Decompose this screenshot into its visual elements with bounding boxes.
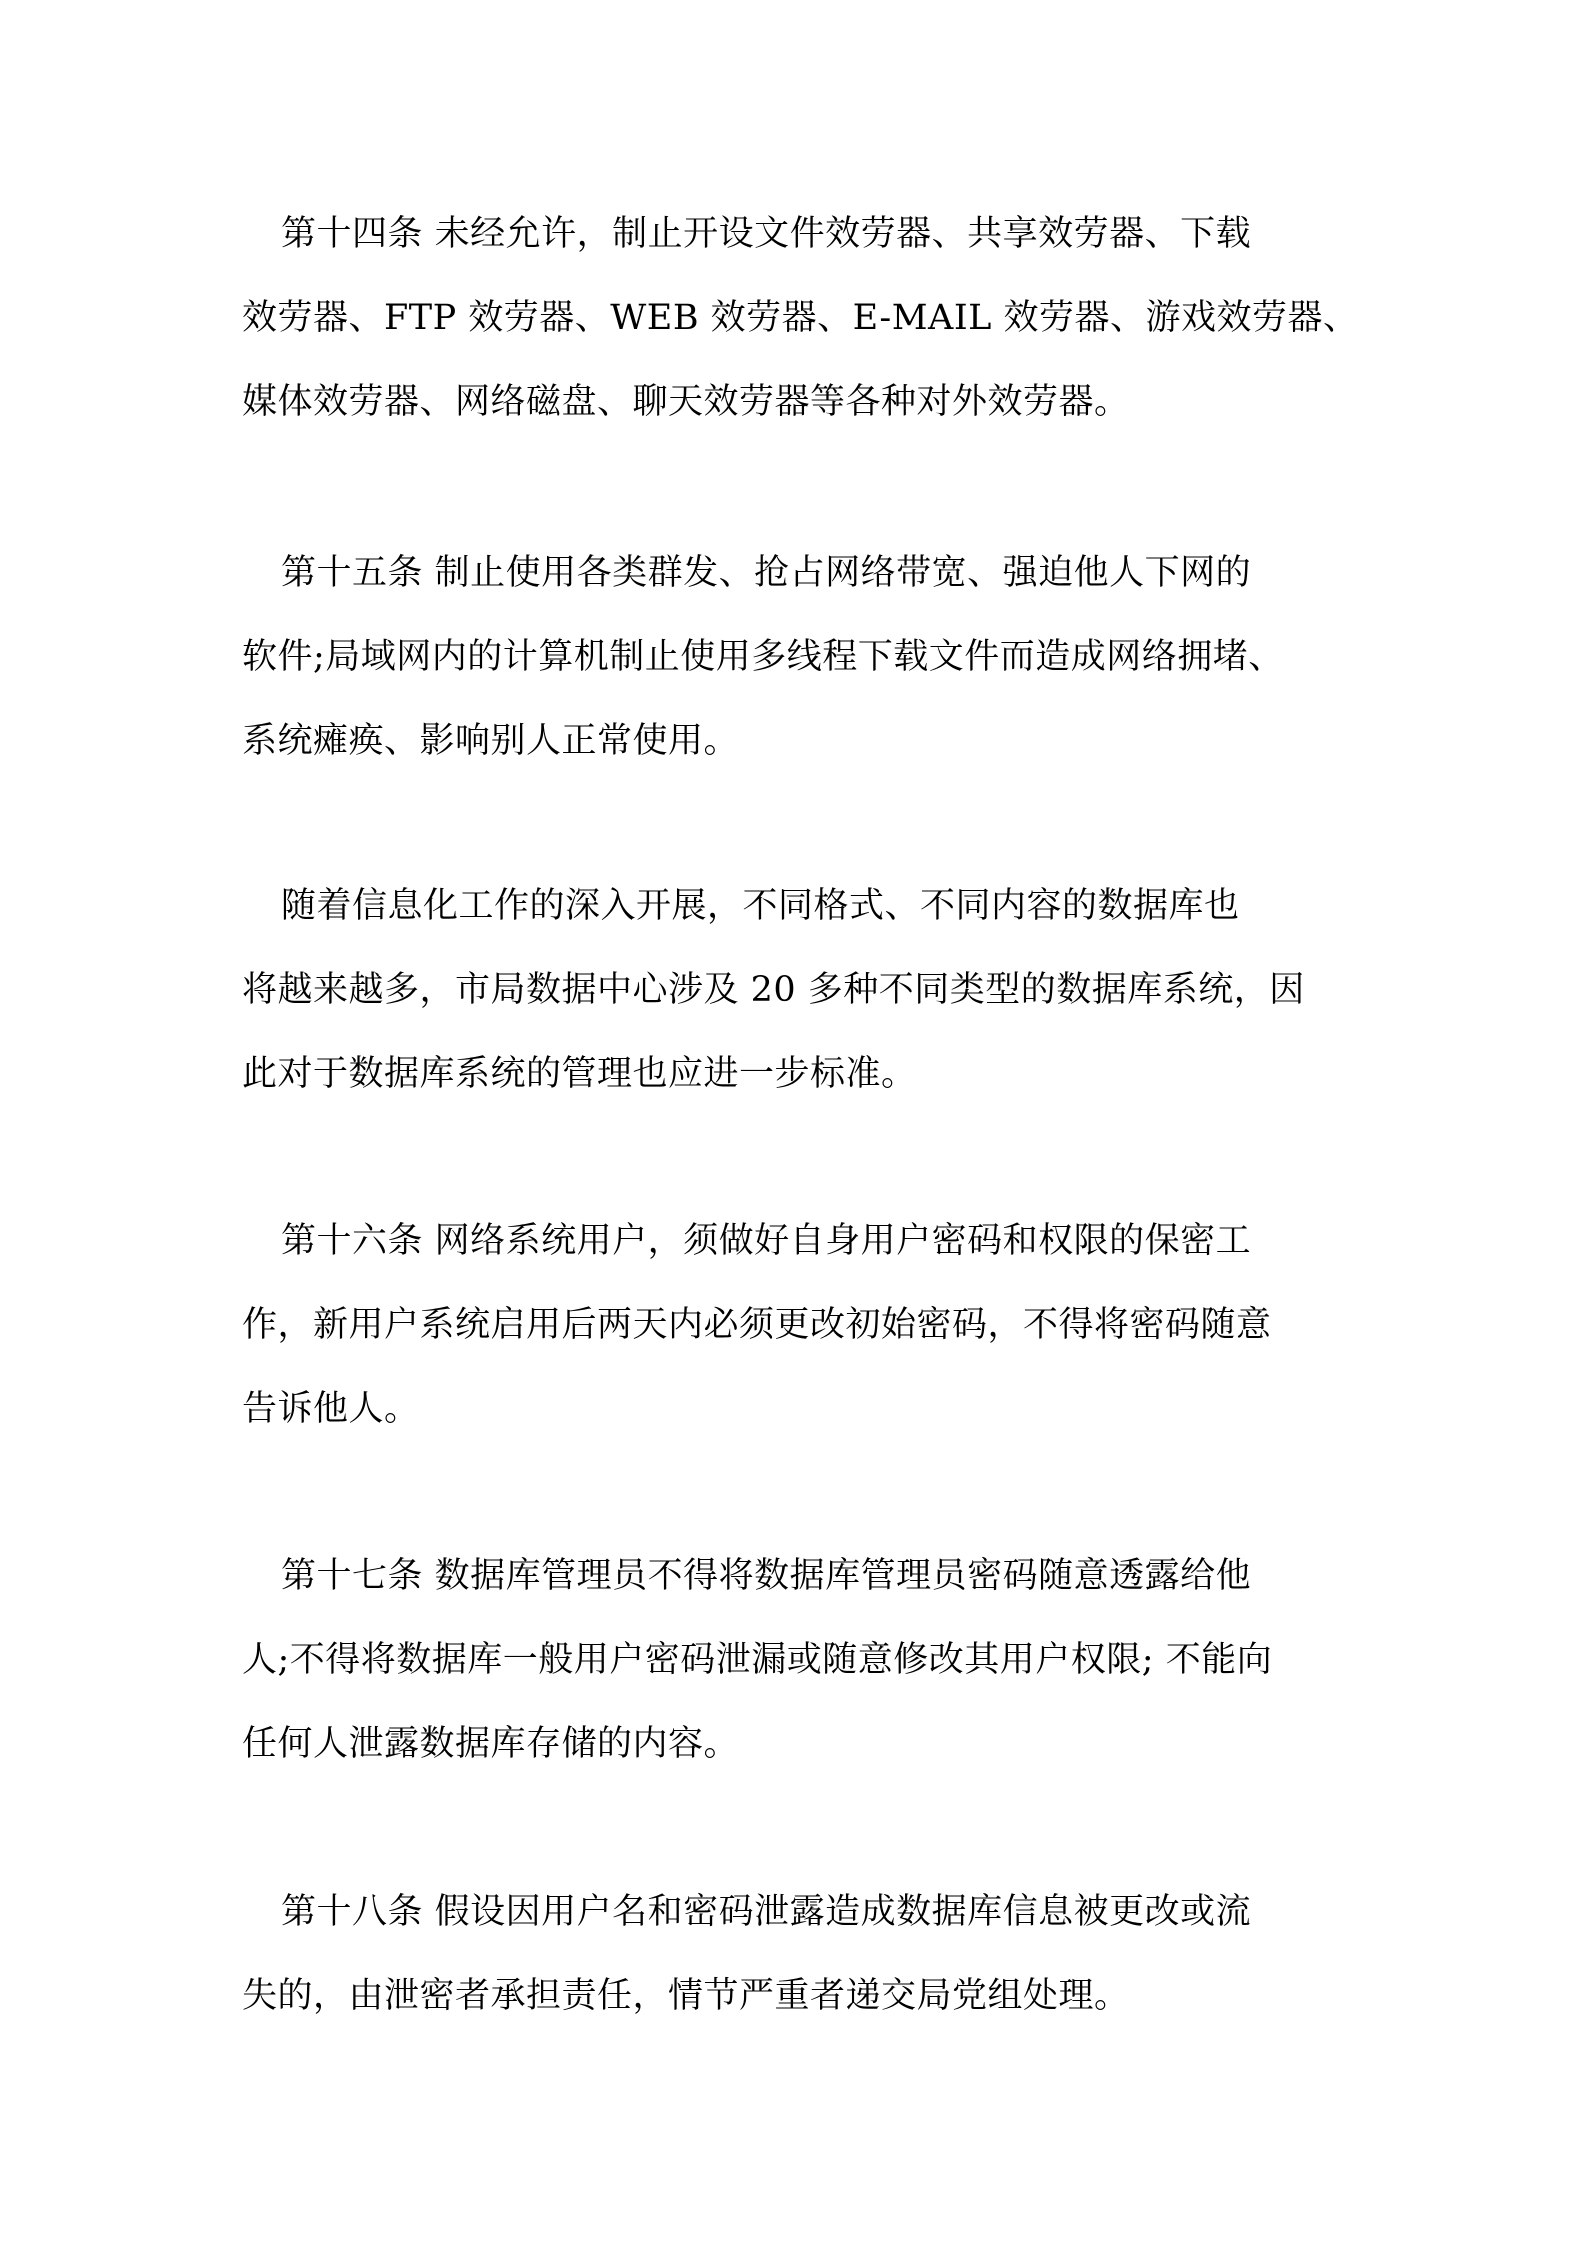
paragraph-article-14 [242,192,1382,444]
text-line: 第十六条 网络系统用户，须做好自身用户密码和权限的保密工 [281,1221,1252,1261]
text-line: 告诉他人。 [242,1389,420,1429]
text-line: 第十七条 数据库管理员不得将数据库管理员密码随意透露给他 [281,1556,1252,1596]
text-line: 软件;局域网内的计算机制止使用多线程下载文件而造成网络拥堵、 [242,637,1284,677]
paragraph-article-15 [242,531,1382,783]
text-line: 第十八条 假设因用户名和密码泄露造成数据库信息被更改或流 [281,1892,1252,1932]
text-line: 此对于数据库系统的管理也应进一步标准。 [242,1054,917,1094]
paragraph-article-16 [242,1199,1382,1451]
text-line: 作，新用户系统启用后两天内必须更改初始密码，不得将密码随意 [242,1305,1272,1345]
text-line: 失的，由泄密者承担责任，情节严重者递交局党组处理。 [242,1976,1130,2016]
text-line: 随着信息化工作的深入开展，不同格式、不同内容的数据库也 [281,886,1240,926]
paragraph-article-18 [242,1870,1382,2038]
text-line: 将越来越多，市局数据中心涉及 20 多种不同类型的数据库系统，因 [242,970,1305,1010]
text-line: 媒体效劳器、网络磁盘、聊天效劳器等各种对外效劳器。 [242,382,1130,422]
text-line: 人;不得将数据库一般用户密码泄漏或随意修改其用户权限; 不能向 [242,1640,1273,1680]
paragraph-database-intro [242,864,1382,1116]
paragraph-article-17 [242,1534,1382,1786]
text-line: 第十四条 未经允许，制止开设文件效劳器、共享效劳器、下载 [281,214,1252,254]
text-line: 系统瘫痪、影响别人正常使用。 [242,721,740,761]
text-line: 效劳器、FTP 效劳器、WEB 效劳器、E-MAIL 效劳器、游戏效劳器、 [242,298,1359,338]
text-line: 第十五条 制止使用各类群发、抢占网络带宽、强迫他人下网的 [281,553,1252,593]
text-line: 任何人泄露数据库存储的内容。 [242,1724,740,1764]
